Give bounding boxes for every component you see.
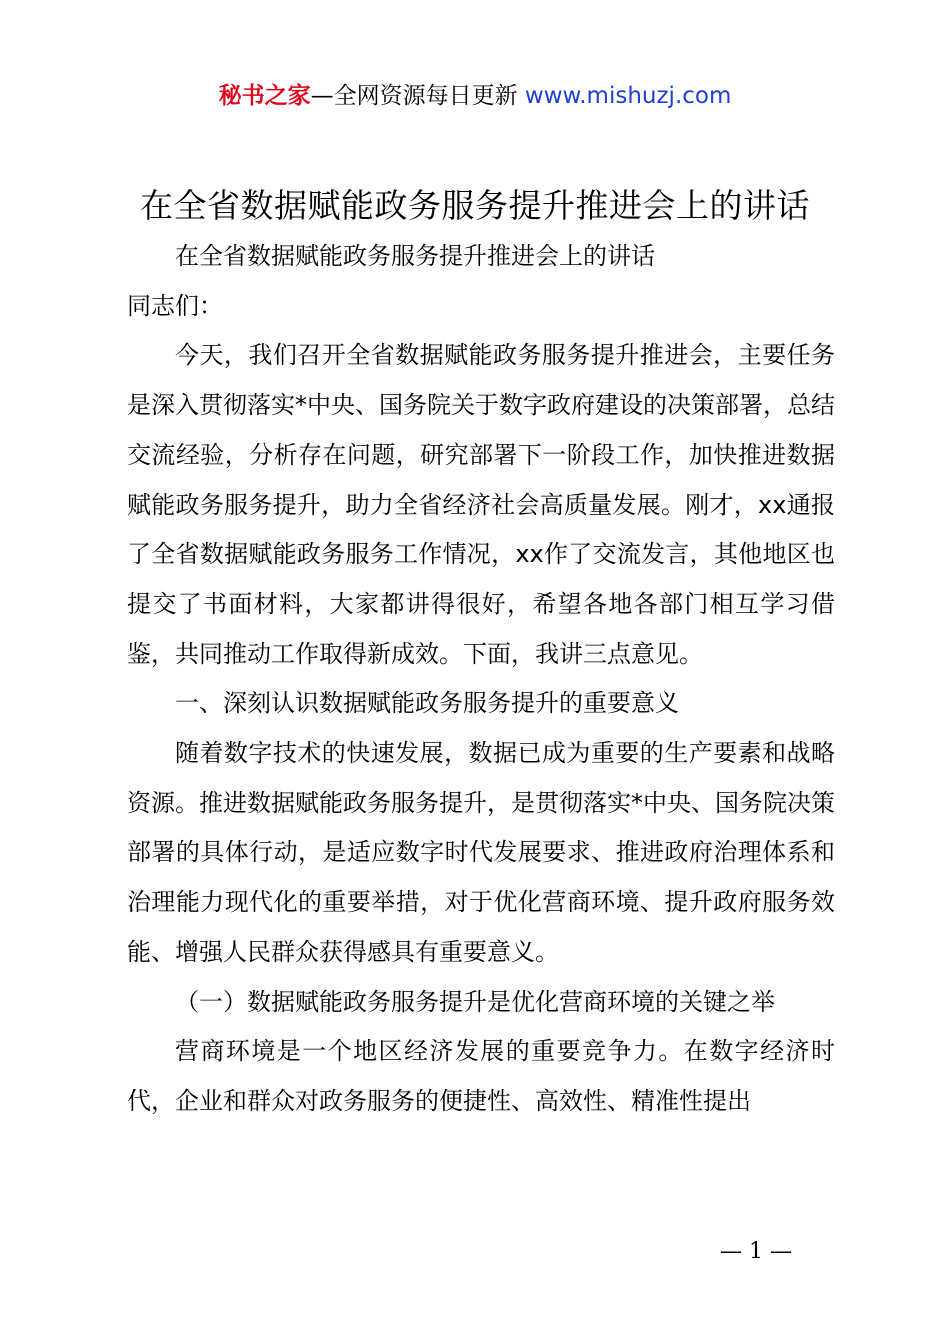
paragraph: 今天，我们召开全省数据赋能政务服务提升推进会，主要任务是深入贯彻落实*中央、国务院关于数字政府建设的决策部署，总结交流经验，分析存在问题，研究部署下一阶段工作，加快推进数据赋能政务服务提升，助力全省经济社会高质量发展。刚才，xx通报了全省数据赋能政务服务工作情况，xx作了交流发言，其他地区也提交了书面材料，大家都讲得很好，希望各地各部门相互学习借鉴，共同推动工作取得新成效。下面，我讲三点意见。 — [127, 341, 835, 668]
document-body — [127, 232, 835, 1127]
salutation: 同志们： — [127, 291, 223, 320]
document-title: 在全省数据赋能政务服务提升推进会上的讲话 — [140, 186, 810, 225]
paragraph: 营商环境是一个地区经济发展的重要竞争力。在数字经济时代，企业和群众对政务服务的便捷性、高效性、精准性提出 — [127, 1037, 835, 1115]
site-url[interactable]: www.mishuzj.com — [524, 83, 732, 109]
section-heading: 一、深刻认识数据赋能政务服务提升的重要意义 — [175, 689, 679, 718]
brand-name: 秘书之家 — [218, 83, 311, 109]
site-header — [0, 80, 950, 112]
subsection-heading: （一）数据赋能政务服务提升是优化营商环境的关键之举 — [175, 987, 775, 1016]
paragraph: 随着数字技术的快速发展，数据已成为重要的生产要素和战略资源。推进数据赋能政务服务提升，是贯彻落实*中央、国务院决策部署的具体行动，是适应数字时代发展要求、推进政府治理体系和治理能力现代化的重要举措，对于优化营商环境、提升政府服务效能、增强人民群众获得感具有重要意义。 — [127, 739, 835, 966]
header-slogan: —全网资源每日更新 — [310, 83, 525, 109]
page-number: — 1 — — [720, 1239, 792, 1264]
document-subtitle: 在全省数据赋能政务服务提升推进会上的讲话 — [175, 242, 655, 270]
